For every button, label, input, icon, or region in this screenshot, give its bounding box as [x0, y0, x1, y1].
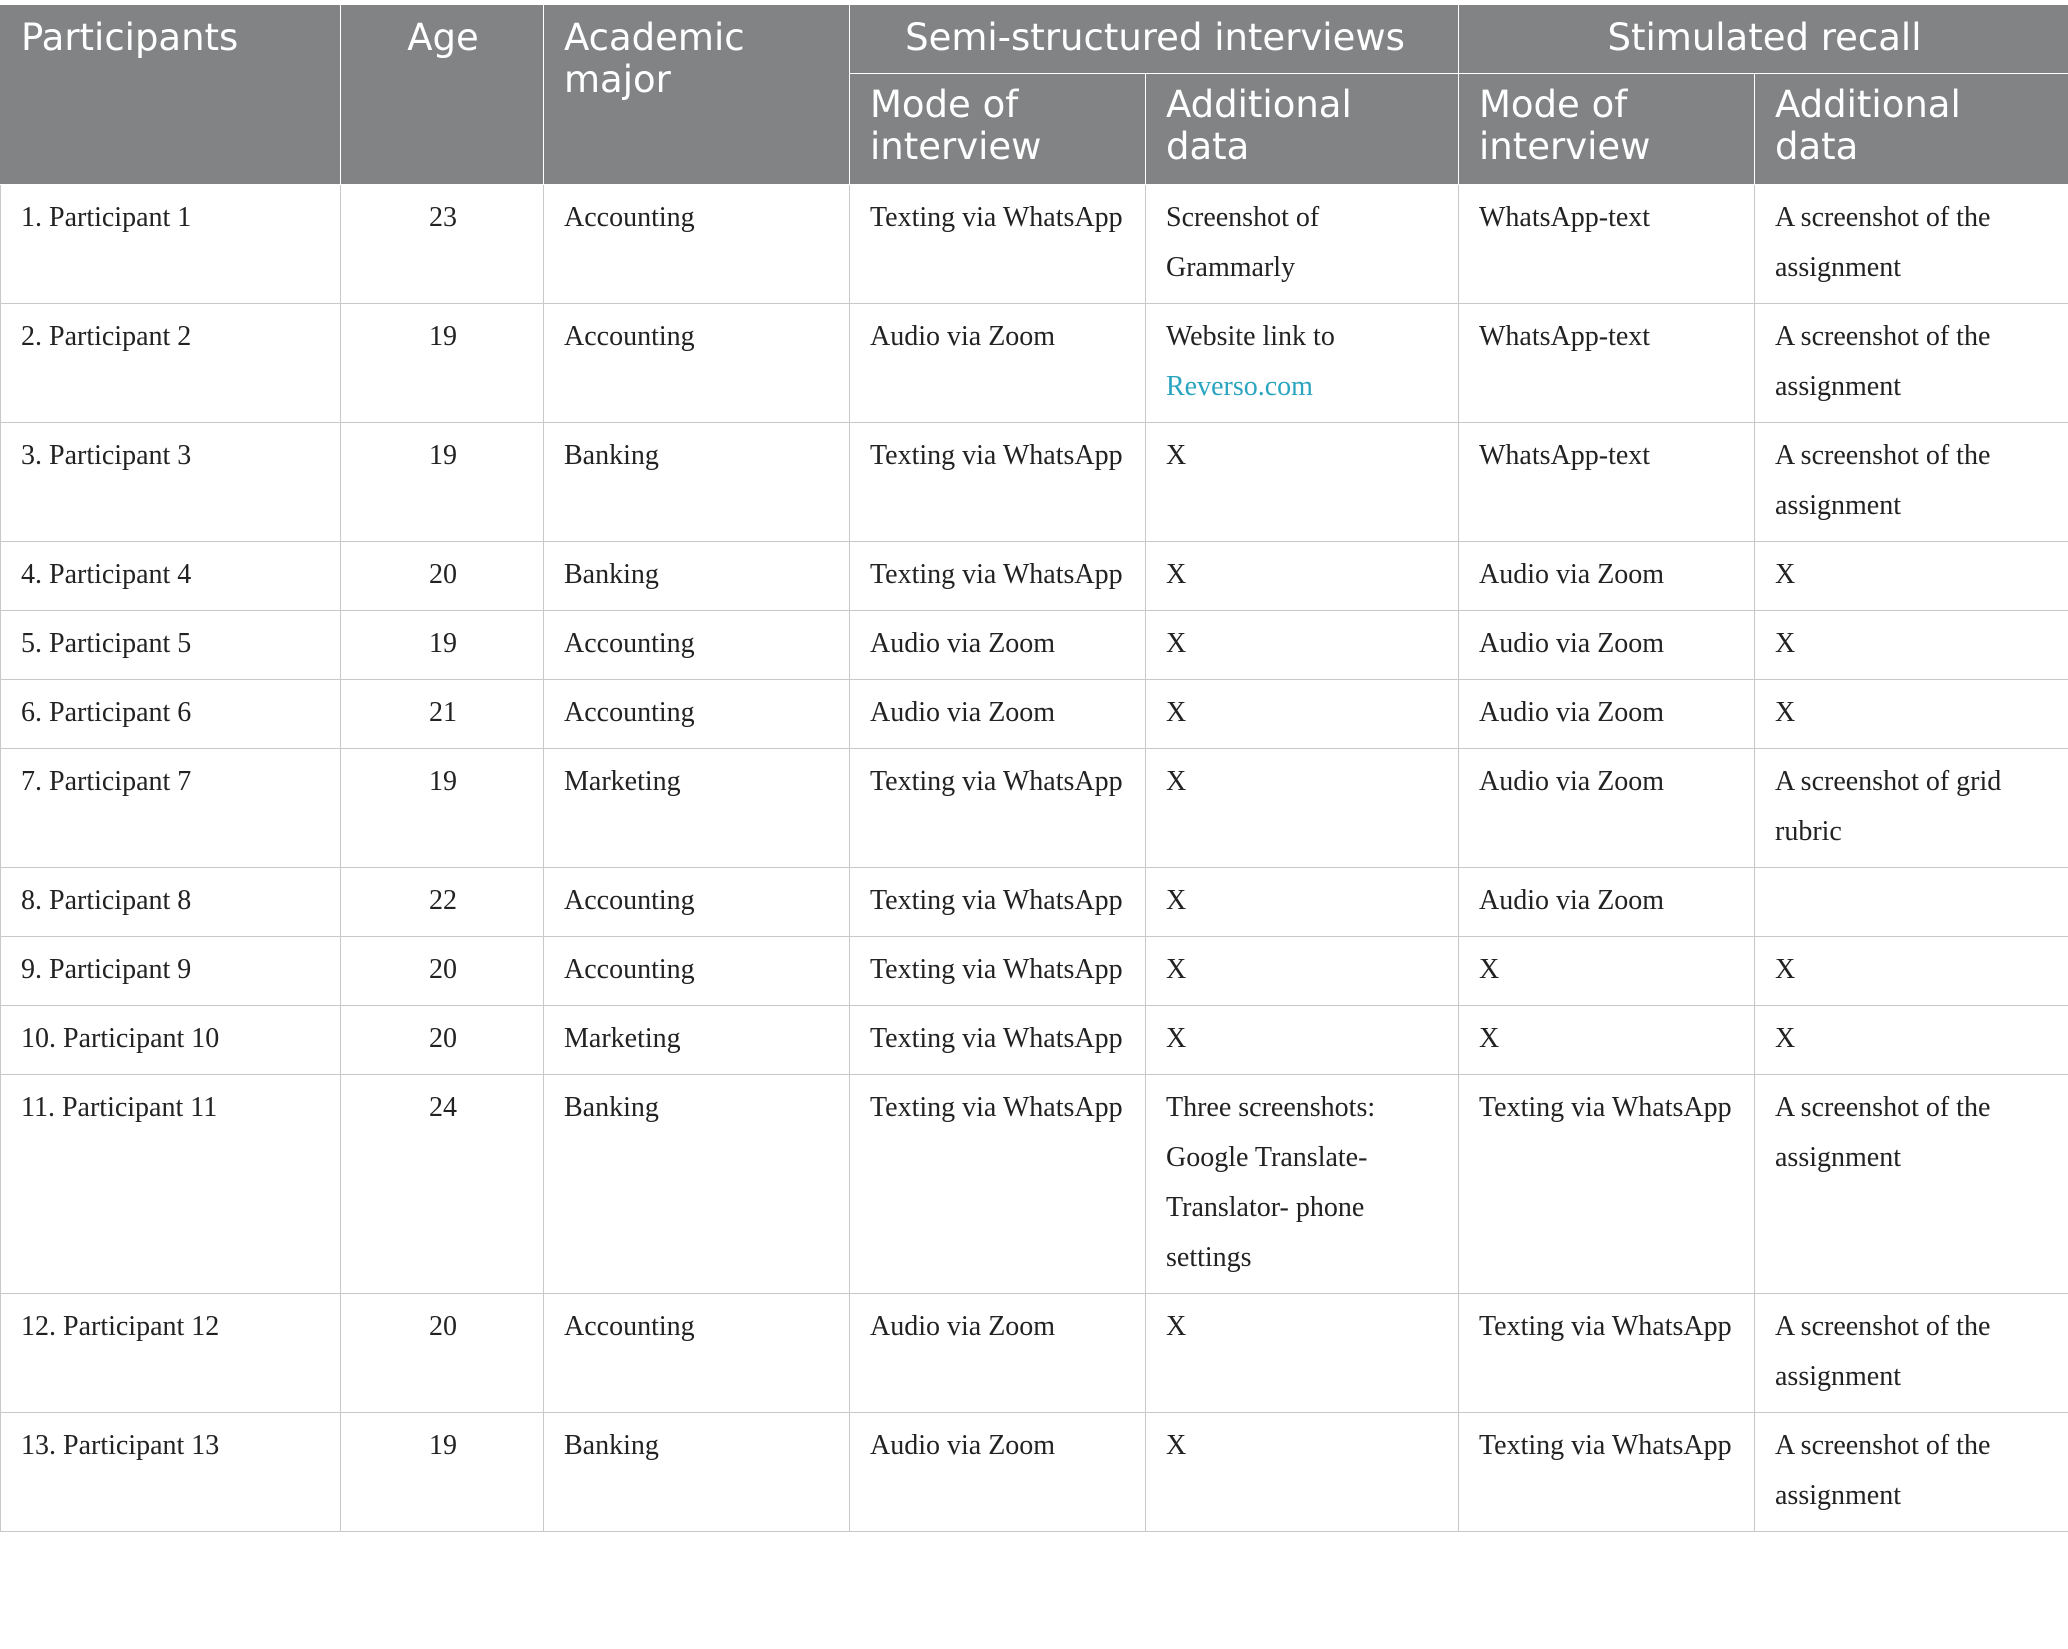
cell-sr-data: X [1755, 1006, 2068, 1075]
cell-ssi-data: Screenshot of Grammarly [1146, 185, 1459, 304]
header-ssi-additional-data: Additional data [1146, 74, 1459, 185]
cell-participant: 8. Participant 8 [1, 868, 341, 937]
table-row [1, 749, 2068, 868]
cell-age: 19 [341, 749, 544, 868]
cell-major: Banking [544, 542, 850, 611]
cell-ssi-data: Three screenshots: Google Translate- Translator- phone settings [1146, 1075, 1459, 1294]
cell-sr-mode: X [1459, 937, 1755, 1006]
cell-participant: 12. Participant 12 [1, 1294, 341, 1413]
cell-ssi-data: X [1146, 542, 1459, 611]
cell-sr-data: X [1755, 680, 2068, 749]
participants-table [0, 5, 2068, 1532]
header-sr-additional-data: Additional data [1755, 74, 2068, 185]
cell-major: Accounting [544, 611, 850, 680]
cell-ssi-mode: Texting via WhatsApp [850, 542, 1146, 611]
cell-ssi-mode: Audio via Zoom [850, 611, 1146, 680]
cell-ssi-mode: Audio via Zoom [850, 1413, 1146, 1532]
cell-ssi-data: X [1146, 680, 1459, 749]
cell-sr-mode: Audio via Zoom [1459, 542, 1755, 611]
header-participants: Participants [1, 5, 341, 185]
cell-major: Accounting [544, 1294, 850, 1413]
cell-sr-data: A screenshot of the assignment [1755, 1294, 2068, 1413]
cell-participant: 9. Participant 9 [1, 937, 341, 1006]
cell-sr-mode: Audio via Zoom [1459, 680, 1755, 749]
cell-age: 19 [341, 1413, 544, 1532]
participants-table-container [0, 5, 2068, 1532]
cell-sr-data: A screenshot of the assignment [1755, 423, 2068, 542]
header-stimulated-recall: Stimulated recall [1459, 5, 2068, 74]
cell-major: Banking [544, 1413, 850, 1532]
table-row [1, 1006, 2068, 1075]
cell-major: Marketing [544, 749, 850, 868]
cell-major: Banking [544, 1075, 850, 1294]
cell-age: 19 [341, 304, 544, 423]
cell-ssi-mode: Texting via WhatsApp [850, 937, 1146, 1006]
cell-ssi-data-text: Website link to [1166, 321, 1335, 352]
cell-sr-data: A screenshot of grid rubric [1755, 749, 2068, 868]
cell-sr-data: A screenshot of the assignment [1755, 1413, 2068, 1532]
cell-ssi-data: X [1146, 1294, 1459, 1413]
cell-age: 24 [341, 1075, 544, 1294]
cell-age: 22 [341, 868, 544, 937]
cell-sr-data: X [1755, 937, 2068, 1006]
cell-ssi-mode: Texting via WhatsApp [850, 185, 1146, 304]
cell-sr-mode: Texting via WhatsApp [1459, 1294, 1755, 1413]
cell-participant: 4. Participant 4 [1, 542, 341, 611]
table-row [1, 1413, 2068, 1532]
cell-sr-data: A screenshot of the assignment [1755, 185, 2068, 304]
cell-sr-data [1755, 868, 2068, 937]
header-sr-mode: Mode of interview [1459, 74, 1755, 185]
cell-participant: 10. Participant 10 [1, 1006, 341, 1075]
cell-sr-mode: X [1459, 1006, 1755, 1075]
cell-sr-data: A screenshot of the assignment [1755, 304, 2068, 423]
cell-age: 21 [341, 680, 544, 749]
table-row [1, 868, 2068, 937]
cell-sr-mode: Audio via Zoom [1459, 868, 1755, 937]
cell-ssi-mode: Texting via WhatsApp [850, 868, 1146, 937]
cell-ssi-data: X [1146, 1413, 1459, 1532]
cell-participant: 7. Participant 7 [1, 749, 341, 868]
cell-major: Accounting [544, 680, 850, 749]
cell-ssi-mode: Audio via Zoom [850, 1294, 1146, 1413]
table-row [1, 1294, 2068, 1413]
cell-major: Accounting [544, 937, 850, 1006]
cell-participant: 5. Participant 5 [1, 611, 341, 680]
cell-ssi-mode: Texting via WhatsApp [850, 423, 1146, 542]
table-row [1, 542, 2068, 611]
cell-major: Marketing [544, 1006, 850, 1075]
cell-ssi-mode: Audio via Zoom [850, 304, 1146, 423]
cell-major: Accounting [544, 868, 850, 937]
cell-sr-mode: WhatsApp-text [1459, 304, 1755, 423]
table-row [1, 185, 2068, 304]
table-row [1, 1075, 2068, 1294]
table-row [1, 423, 2068, 542]
header-age: Age [341, 5, 544, 185]
cell-ssi-mode: Audio via Zoom [850, 680, 1146, 749]
cell-ssi-data: X [1146, 868, 1459, 937]
cell-major: Banking [544, 423, 850, 542]
cell-participant: 11. Participant 11 [1, 1075, 341, 1294]
cell-sr-mode: Texting via WhatsApp [1459, 1075, 1755, 1294]
cell-ssi-data: X [1146, 749, 1459, 868]
cell-ssi-data: X [1146, 937, 1459, 1006]
header-semi-structured-interviews: Semi-structured interviews [850, 5, 1459, 74]
cell-age: 23 [341, 185, 544, 304]
cell-participant: 2. Participant 2 [1, 304, 341, 423]
cell-age: 19 [341, 423, 544, 542]
table-header [1, 5, 2068, 185]
cell-participant: 6. Participant 6 [1, 680, 341, 749]
cell-ssi-mode: Texting via WhatsApp [850, 1006, 1146, 1075]
cell-sr-mode: WhatsApp-text [1459, 423, 1755, 542]
table-row [1, 680, 2068, 749]
cell-participant: 3. Participant 3 [1, 423, 341, 542]
cell-age: 19 [341, 611, 544, 680]
cell-sr-data: X [1755, 611, 2068, 680]
cell-participant: 13. Participant 13 [1, 1413, 341, 1532]
cell-sr-data: X [1755, 542, 2068, 611]
cell-age: 20 [341, 1294, 544, 1413]
cell-age: 20 [341, 937, 544, 1006]
cell-ssi-data: X [1146, 423, 1459, 542]
cell-sr-mode: Audio via Zoom [1459, 749, 1755, 868]
header-academic-major: Academic major [544, 5, 850, 185]
cell-major: Accounting [544, 185, 850, 304]
cell-ssi-data [1146, 304, 1459, 423]
table-row [1, 937, 2068, 1006]
cell-ssi-data: X [1146, 1006, 1459, 1075]
cell-age: 20 [341, 1006, 544, 1075]
cell-ssi-mode: Texting via WhatsApp [850, 1075, 1146, 1294]
cell-sr-data: A screenshot of the assignment [1755, 1075, 2068, 1294]
cell-major: Accounting [544, 304, 850, 423]
cell-ssi-mode: Texting via WhatsApp [850, 749, 1146, 868]
table-body [1, 185, 2068, 1532]
table-row [1, 611, 2068, 680]
cell-sr-mode: Audio via Zoom [1459, 611, 1755, 680]
cell-ssi-data: X [1146, 611, 1459, 680]
header-ssi-mode: Mode of interview [850, 74, 1146, 185]
cell-age: 20 [341, 542, 544, 611]
table-row [1, 304, 2068, 423]
cell-participant: 1. Participant 1 [1, 185, 341, 304]
cell-sr-mode: WhatsApp-text [1459, 185, 1755, 304]
reverso-link[interactable]: Reverso.com [1166, 371, 1313, 402]
cell-sr-mode: Texting via WhatsApp [1459, 1413, 1755, 1532]
